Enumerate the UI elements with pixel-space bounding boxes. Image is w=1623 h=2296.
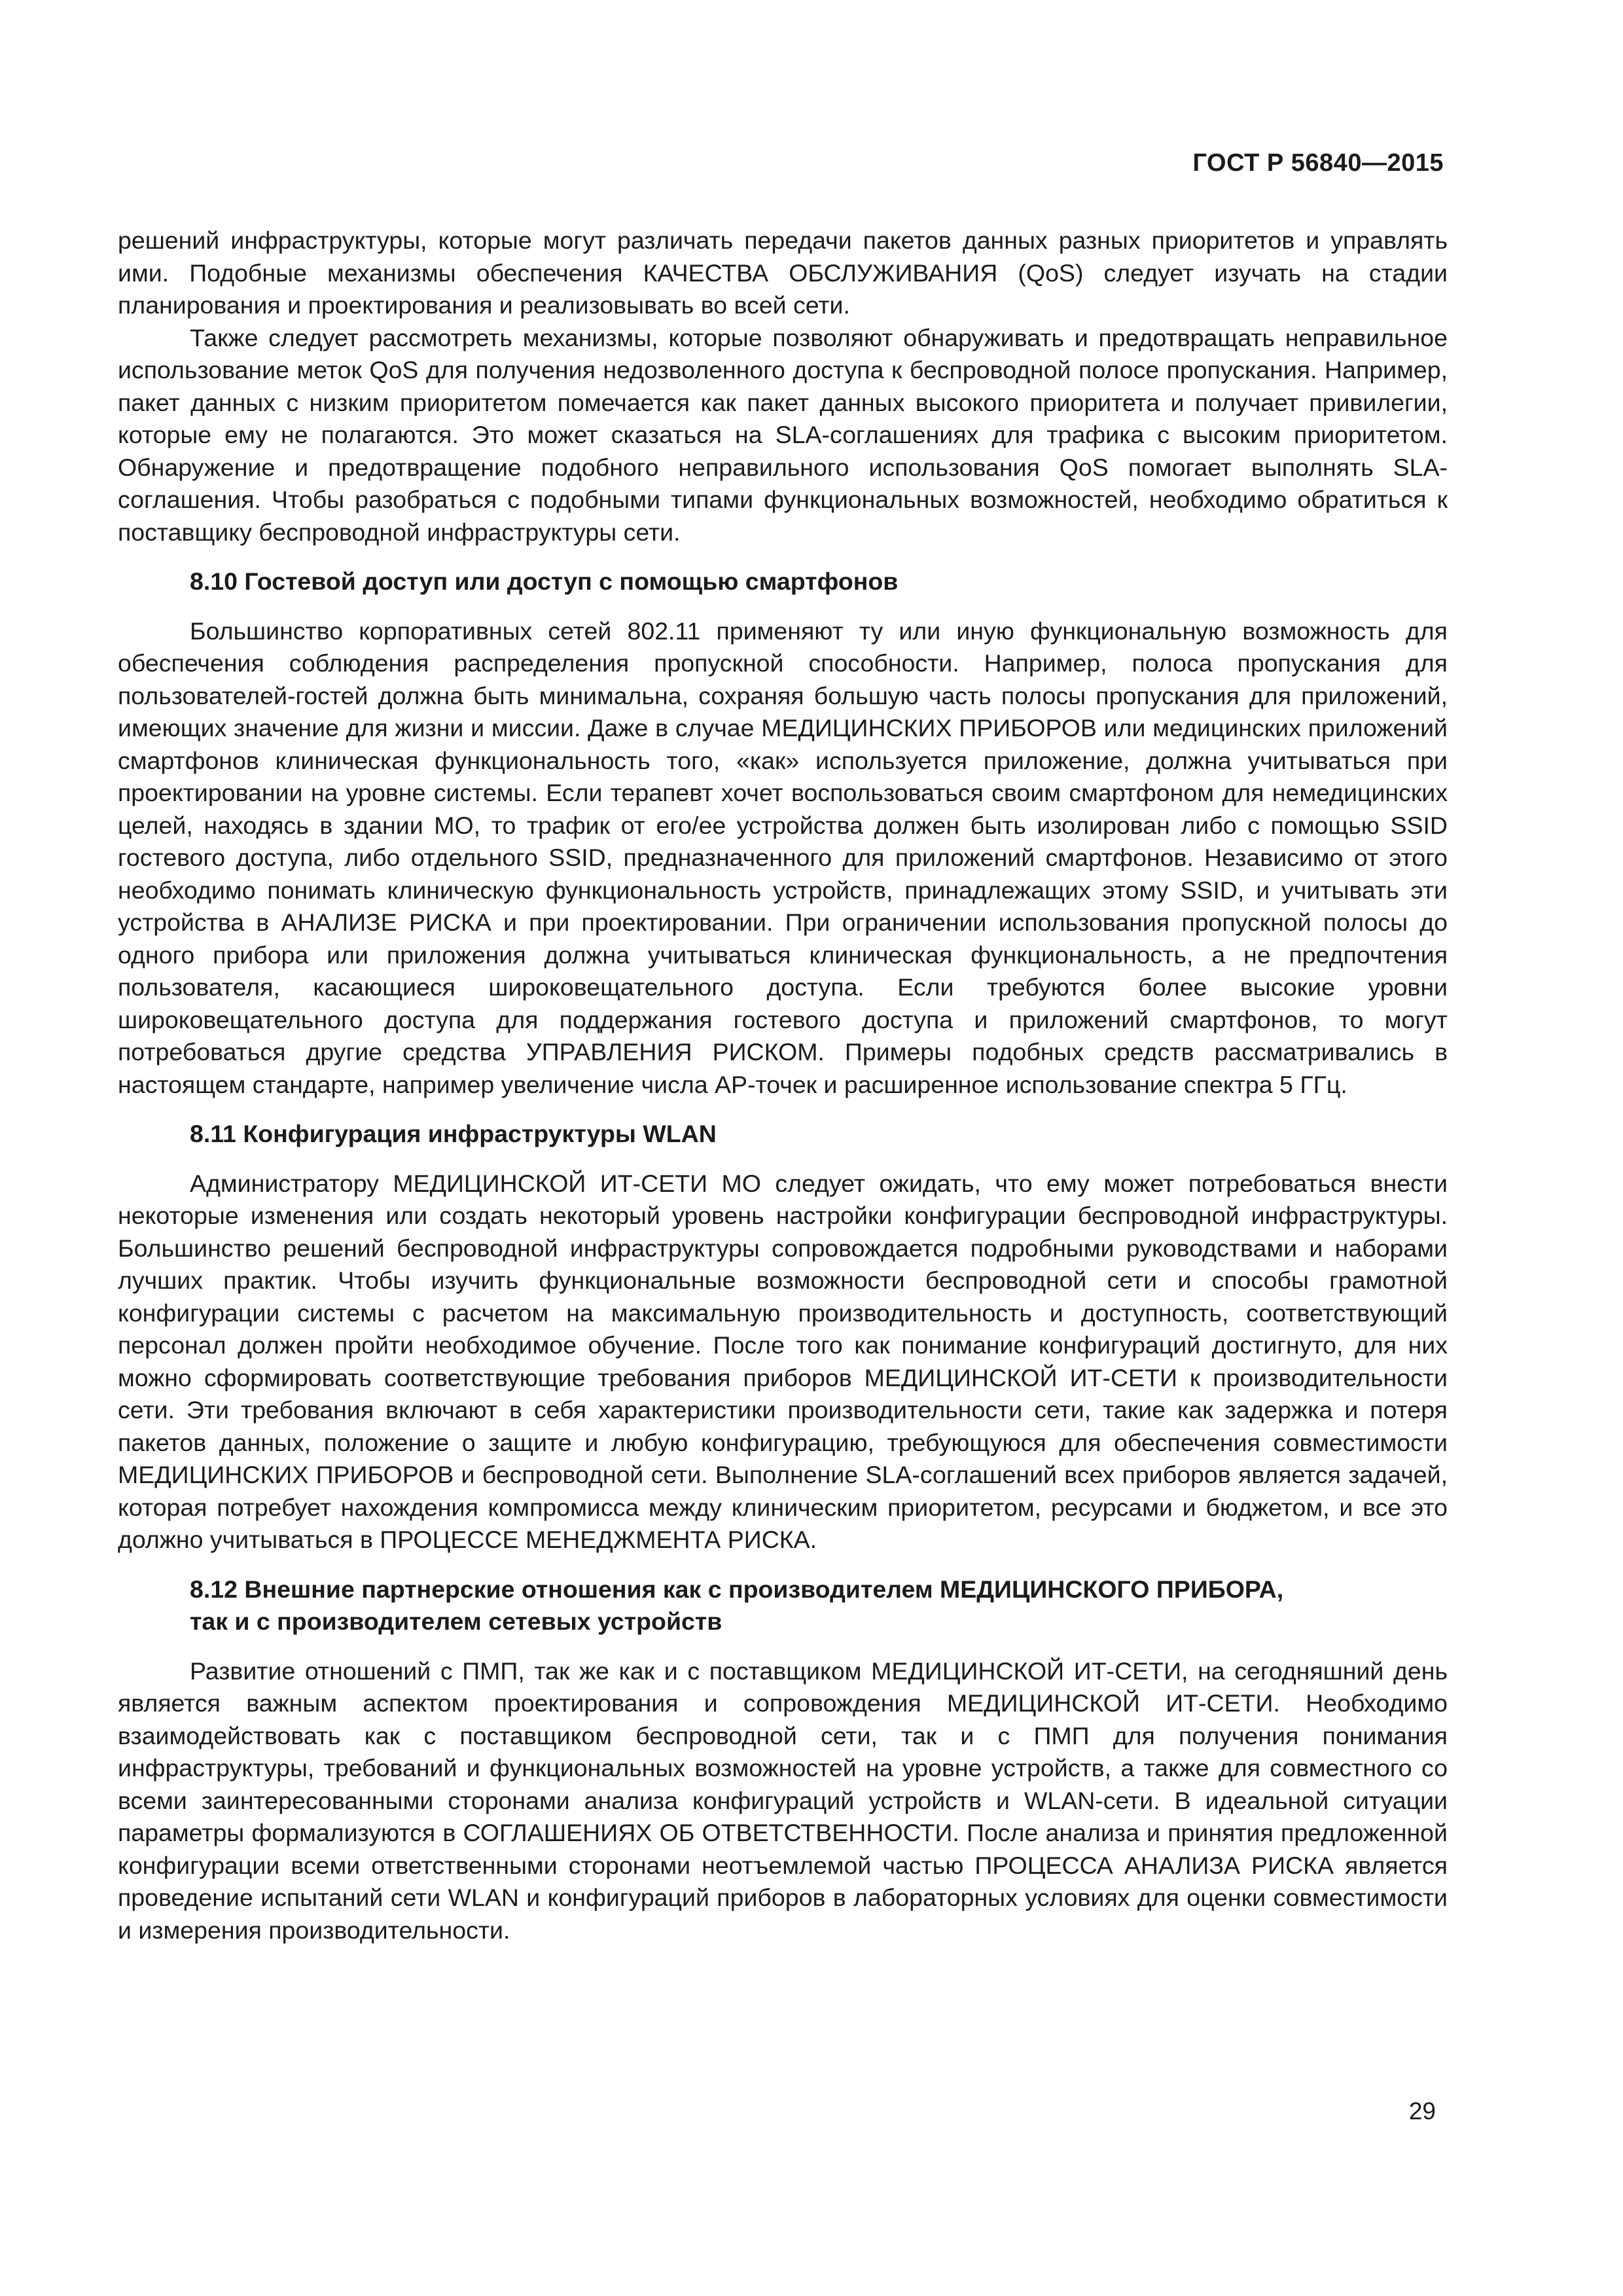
- section-heading-8-12-line2: так и с производителем сетевых устройств: [190, 1607, 722, 1635]
- section-heading-8-12-line1: 8.12 Внешние партнерские отношения как с производителем МЕДИЦИНСКОГО ПРИБОРА,: [190, 1575, 1284, 1603]
- paragraph-wlan-configuration: Администратору МЕДИЦИНСКОЙ ИТ-СЕТИ МО следует ожидать, что ему может потребоваться внести некоторые изменения или создать некоторый уровень настройки конфигурации беспроводной инфраструктуры. Большинство решений беспроводной инфраструктуры сопровождается подробными руководствами и наборами лучших практик. Чтобы изучить функциональные возможности беспроводной сети и способы грамотной конфигурации системы с расчетом на максимальную производительность и доступность, соответствующий персонал должен пройти необходимое обучение. После того как понимание конфигураций достигнуто, для них можно сформировать соответствующие требования приборов МЕДИЦИНСКОЙ ИТ-СЕТИ к производительности сети. Эти требования включают в себя характеристики производительности сети, такие как задержка и потеря пакетов данных, положение о защите и любую конфигурацию, требующуюся для обеспечения совместимости МЕДИЦИНСКИХ ПРИБОРОВ и беспроводной сети. Выполнение SLA-соглашений всех приборов является задачей, которая потребует нахождения компромисса между клиническим приоритетом, ресурсами и бюджетом, и все это должно учитываться в ПРОЦЕССЕ МЕНЕДЖМЕНТА РИСКА.: [118, 1169, 1448, 1553]
- paragraph-continued: решений инфраструктуры, которые могут различать передачи пакетов данных разных приоритетов и управлять ими. Подобные механизмы обеспечения КАЧЕСТВА ОБСЛУЖИВАНИЯ (QoS) следует изучать на стадии планирования и проектирования и реализовывать во всей сети.: [118, 226, 1448, 319]
- section-heading-8-10: 8.10 Гостевой доступ или доступ с помощью смартфонов: [190, 567, 899, 595]
- paragraph-qos-misuse: Также следует рассмотреть механизмы, которые позволяют обнаруживать и предотвращать неправильное использование меток QoS для получения недозволенного доступа к беспроводной полосе пропускания. Например, пакет данных с низким приоритетом помечается как пакет данных высокого приоритета и получает привилегии, которые ему не полагаются. Это может сказаться на SLA-соглашениях для трафика с высоким приоритетом. Обнаружение и предотвращение подобного неправильного использования QoS помогает выполнять SLA-соглашения. Чтобы разобраться с подобными типами функциональных возможностей, необходимо обратиться к поставщику беспроводной инфраструктуры сети.: [118, 323, 1448, 546]
- document-body: [118, 224, 1448, 1946]
- page-number: 29: [1408, 2098, 1436, 2125]
- document-code-header: ГОСТ Р 56840—2015: [1192, 149, 1444, 177]
- section-heading-8-11: 8.11 Конфигурация инфраструктуры WLAN: [190, 1120, 717, 1147]
- paragraph-guest-access: Большинство корпоративных сетей 802.11 применяют ту или иную функциональную возможность для обеспечения соблюдения распределения пропускной способности. Например, полоса пропускания для пользователей-гостей должна быть минимальна, сохраняя большую часть полосы пропускания для приложений, имеющих значение для жизни и миссии. Даже в случае МЕДИЦИНСКИХ ПРИБОРОВ или медицинских приложений смартфонов клиническая функциональность того, «как» используется приложение, должна учитываться при проектировании на уровне системы. Если терапевт хочет воспользоваться своим смартфоном для немедицинских целей, находясь в здании МО, то трафик от его/ее устройства должен быть изолирован либо с помощью SSID гостевого доступа, либо отдельного SSID, предназначенного для приложений смартфонов. Независимо от этого необходимо понимать клиническую функциональность устройств, принадлежащих этому SSID, и учитывать эти устройства в АНАЛИЗЕ РИСКА и при проектировании. При ограничении использования пропускной полосы до одного прибора или приложения должна учитываться клиническая функциональность, а не предпочтения пользователя, касающиеся широковещательного доступа. Если требуются более высокие уровни широковещательного доступа для поддержания гостевого доступа и приложений смартфонов, то могут потребоваться другие средства УПРАВЛЕНИЯ РИСКОМ. Примеры подобных средств рассматривались в настоящем стандарте, например увеличение числа АР-точек и расширенное использование спектра 5 ГГц.: [118, 617, 1448, 1098]
- paragraph-partnerships: Развитие отношений с ПМП, так же как и с поставщиком МЕДИЦИНСКОЙ ИТ-СЕТИ, на сегодняшний день является важным аспектом проектирования и сопровождения МЕДИЦИНСКОЙ ИТ-СЕТИ. Необходимо взаимодействовать как с поставщиком беспроводной сети, так и с ПМП для получения понимания инфраструктуры, требований и функциональных возможностей на уровне устройств, а также для совместного со всеми заинтересованными сторонами анализа конфигураций устройств и WLAN-сети. В идеальной ситуации параметры формализуются в СОГЛАШЕНИЯХ ОБ ОТВЕТСТВЕННОСТИ. После анализа и принятия предложенной конфигурации всеми ответственными сторонами неотъемлемой частью ПРОЦЕССА АНАЛИЗА РИСКА является проведение испытаний сети WLAN и конфигураций приборов в лабораторных условиях для оценки совместимости и измерения производительности.: [118, 1657, 1448, 1944]
